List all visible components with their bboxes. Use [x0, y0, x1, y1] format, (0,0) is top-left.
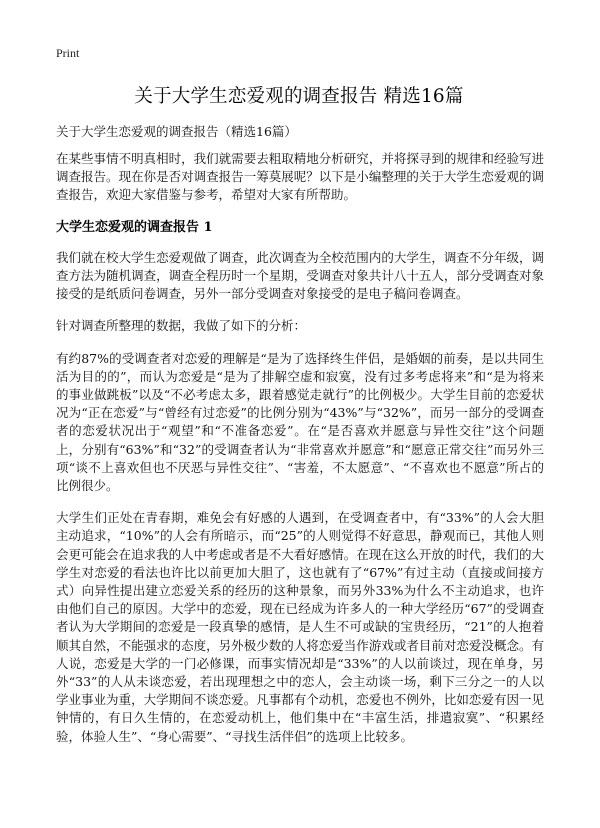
intro-paragraph: 在某些事情不明真相时，我们就需要去粗取精地分析研究，并将探寻到的规律和经验写进调查报告。现在你是否对调查报告一筹莫展呢？以下是小编整理的关于大学生恋爱观的调查报告，欢迎大家借鉴与参考，希望对大家有所帮助。 — [56, 151, 544, 203]
document-body — [56, 150, 544, 760]
body-paragraph-2: 针对调查所整理的数据，我做了如下的分析： — [56, 318, 307, 334]
print-label[interactable]: Print — [56, 46, 80, 60]
section-heading: 大学生恋爱观的调查报告 1 — [56, 219, 213, 235]
document-subtitle: 关于大学生恋爱观的调查报告（精选16篇） — [56, 124, 297, 139]
body-paragraph-4: 大学生们正处在青春期，难免会有好感的人遇到，在受调查者中，有“33%”的人会大胆主动追求，“10%”的人会有所暗示，而“25”的人则觉得不好意思，静观而已，其他人则会更可能会在追求我的人中考虑或者是不大看好感情。在现在这么开放的时代，我们的大学生对恋爱的看法也许比以前更加大胆了，这也就有了“67%”有过主动（直接或间接方式）向异性提出建立恋爱关系的经历的这种景象，而另外33%为什么不主动追求，也许由他们自己的原因。大学中的恋爱，现在已经成为许多人的一种大学经历“67”的受调查者认为大学期间的恋爱是一段真挚的感情，是人生不可或缺的宝贵经历，“21”的人抱着顺其自然，不能强求的态度，另外极少数的人将恋爱当作游戏或者目前对恋爱没概念。有人说，恋爱是大学的一门必修课，而事实情况却是“33%”的人以前谈过，现在单身，另外“33”的人从未谈恋爱，若出现理想之中的恋人，会主动谈一场，剩下三分之一的人以学业事业为重，大学期间不谈恋爱。凡事都有个动机，恋爱也不例外，比如恋爱有因一见钟情的，有日久生情的，在恋爱动机上，他们集中在“丰富生活，排遣寂寞”、“积累经验，体验人生”、“身心需要”、“寻找生活伴侣”的选项上比较多。 — [56, 510, 544, 744]
body-paragraph-3: 有约87%的受调查者对恋爱的理解是“是为了选择终生伴侣，是婚姻的前奏，是以共同生活为目的的”，而认为恋爱是“是为了排解空虚和寂寞，没有过多考虑将来”和“是为将来的事业做跳板”以及“不必考虑太多，跟着感觉走就行”的比例极少。大学生目前的恋爱状况为“正在恋爱”与“曾经有过恋爱”的比例分别为“43%”与“32%”，而另一部分的受调查者的恋爱状况出于“观望”和“不准备恋爱”。在“是否喜欢并愿意与异性交往”这个问题上，分别有“63%”和“32”的受调查者认为“非常喜欢并愿意”和“愿意正常交往”而另外三项“谈不上喜欢但也不厌恶与异性交往”、“害羞，不太愿意”、“不喜欢也不愿意”所占的比例很少。 — [56, 350, 544, 494]
document-title: 关于大学生恋爱观的调查报告 精选16篇 — [134, 86, 464, 107]
body-paragraph-1: 我们就在校大学生恋爱观做了调查，此次调查为全校范围内的大学生，调查不分年级，调查方法为随机调查，调查全程历时一个星期，受调查对象共计八十五人，部分受调查对象接受的是纸质问卷调查，另外一部分受调查对象接受的是电子稿问卷调查。 — [56, 249, 544, 302]
